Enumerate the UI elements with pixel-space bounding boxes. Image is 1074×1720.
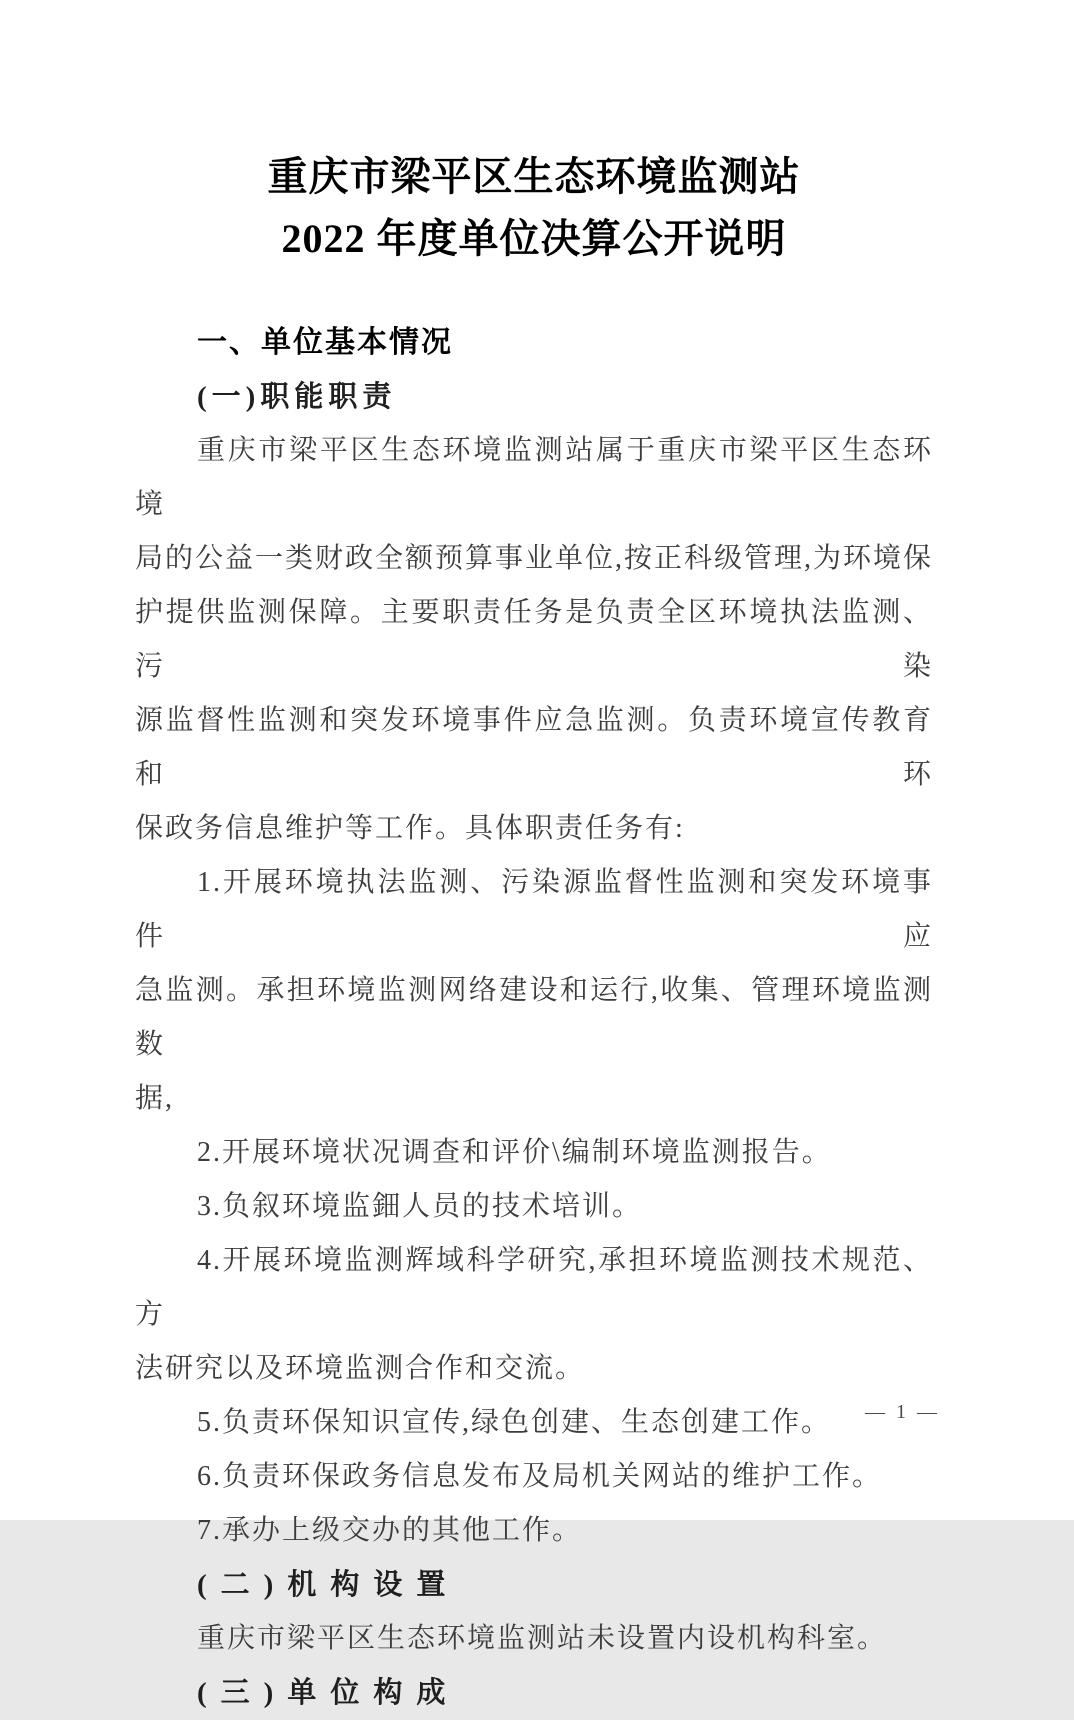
- list-item-6: 6.负责环保政务信息发布及局机关网站的维护工作。: [197, 1461, 883, 1492]
- list-item-4-line: 4.开展环境监测辉域科学研究,承担环境监测技术规范、方: [135, 1245, 933, 1330]
- list-item-4-line: 法研究以及环境监测合作和交流。: [135, 1353, 586, 1384]
- list-item-1-line: 急监测。承担环境监测网络建设和运行,收集、管理环境监测数: [135, 975, 933, 1060]
- list-item-7: 7.承办上级交办的其他工作。: [197, 1515, 583, 1546]
- section-heading-1: 一、单位基本情况: [197, 326, 453, 359]
- paragraph-line: 重庆市梁平区生态环境监测站未设置内设机构科室。: [197, 1623, 888, 1654]
- sub-heading-1-2: (二)机构设置: [197, 1569, 460, 1601]
- paragraph-line: 保政务信息维护等工作。具体职责任务有:: [135, 813, 685, 844]
- page-number: — 1 —: [865, 1401, 940, 1423]
- title-line-2: 2022 年度单位决算公开说明: [281, 216, 787, 261]
- paragraph-line: 源监督性监测和突发环境事件应急监测。负责环境宣传教育和环: [135, 705, 933, 790]
- sub-heading-1-1: (一)职能职责: [197, 381, 397, 413]
- paragraph-line: 护提供监测保障。主要职责任务是负责全区环境执法监测、污染: [135, 597, 933, 682]
- list-item-3: 3.负叙环境监鈿人员的技术培训。: [197, 1191, 643, 1222]
- list-item-5: 5.负责环保知识宣传,绿色创建、生态创建工作。: [197, 1407, 832, 1438]
- list-item-1-line: 1.开展环境执法监测、污染源监督性监测和突发环境事件应: [135, 867, 933, 952]
- sub-heading-1-3: (三)单位构成: [197, 1677, 460, 1709]
- paragraph-line: 重庆市梁平区生态环境监测站属于重庆市梁平区生态环境: [135, 435, 933, 520]
- document-title: [135, 146, 933, 270]
- title-line-1: 重庆市梁平区生态环境监测站: [267, 154, 801, 199]
- list-item-1-line: 据,: [135, 1083, 175, 1114]
- list-item-2: 2.开展环境状况调查和评价\编制环境监测报告。: [197, 1137, 832, 1168]
- page-content: [135, 0, 933, 1720]
- paragraph-line: 局的公益一类财政全额预算事业单位,按正科级管理,为环境保: [135, 543, 934, 574]
